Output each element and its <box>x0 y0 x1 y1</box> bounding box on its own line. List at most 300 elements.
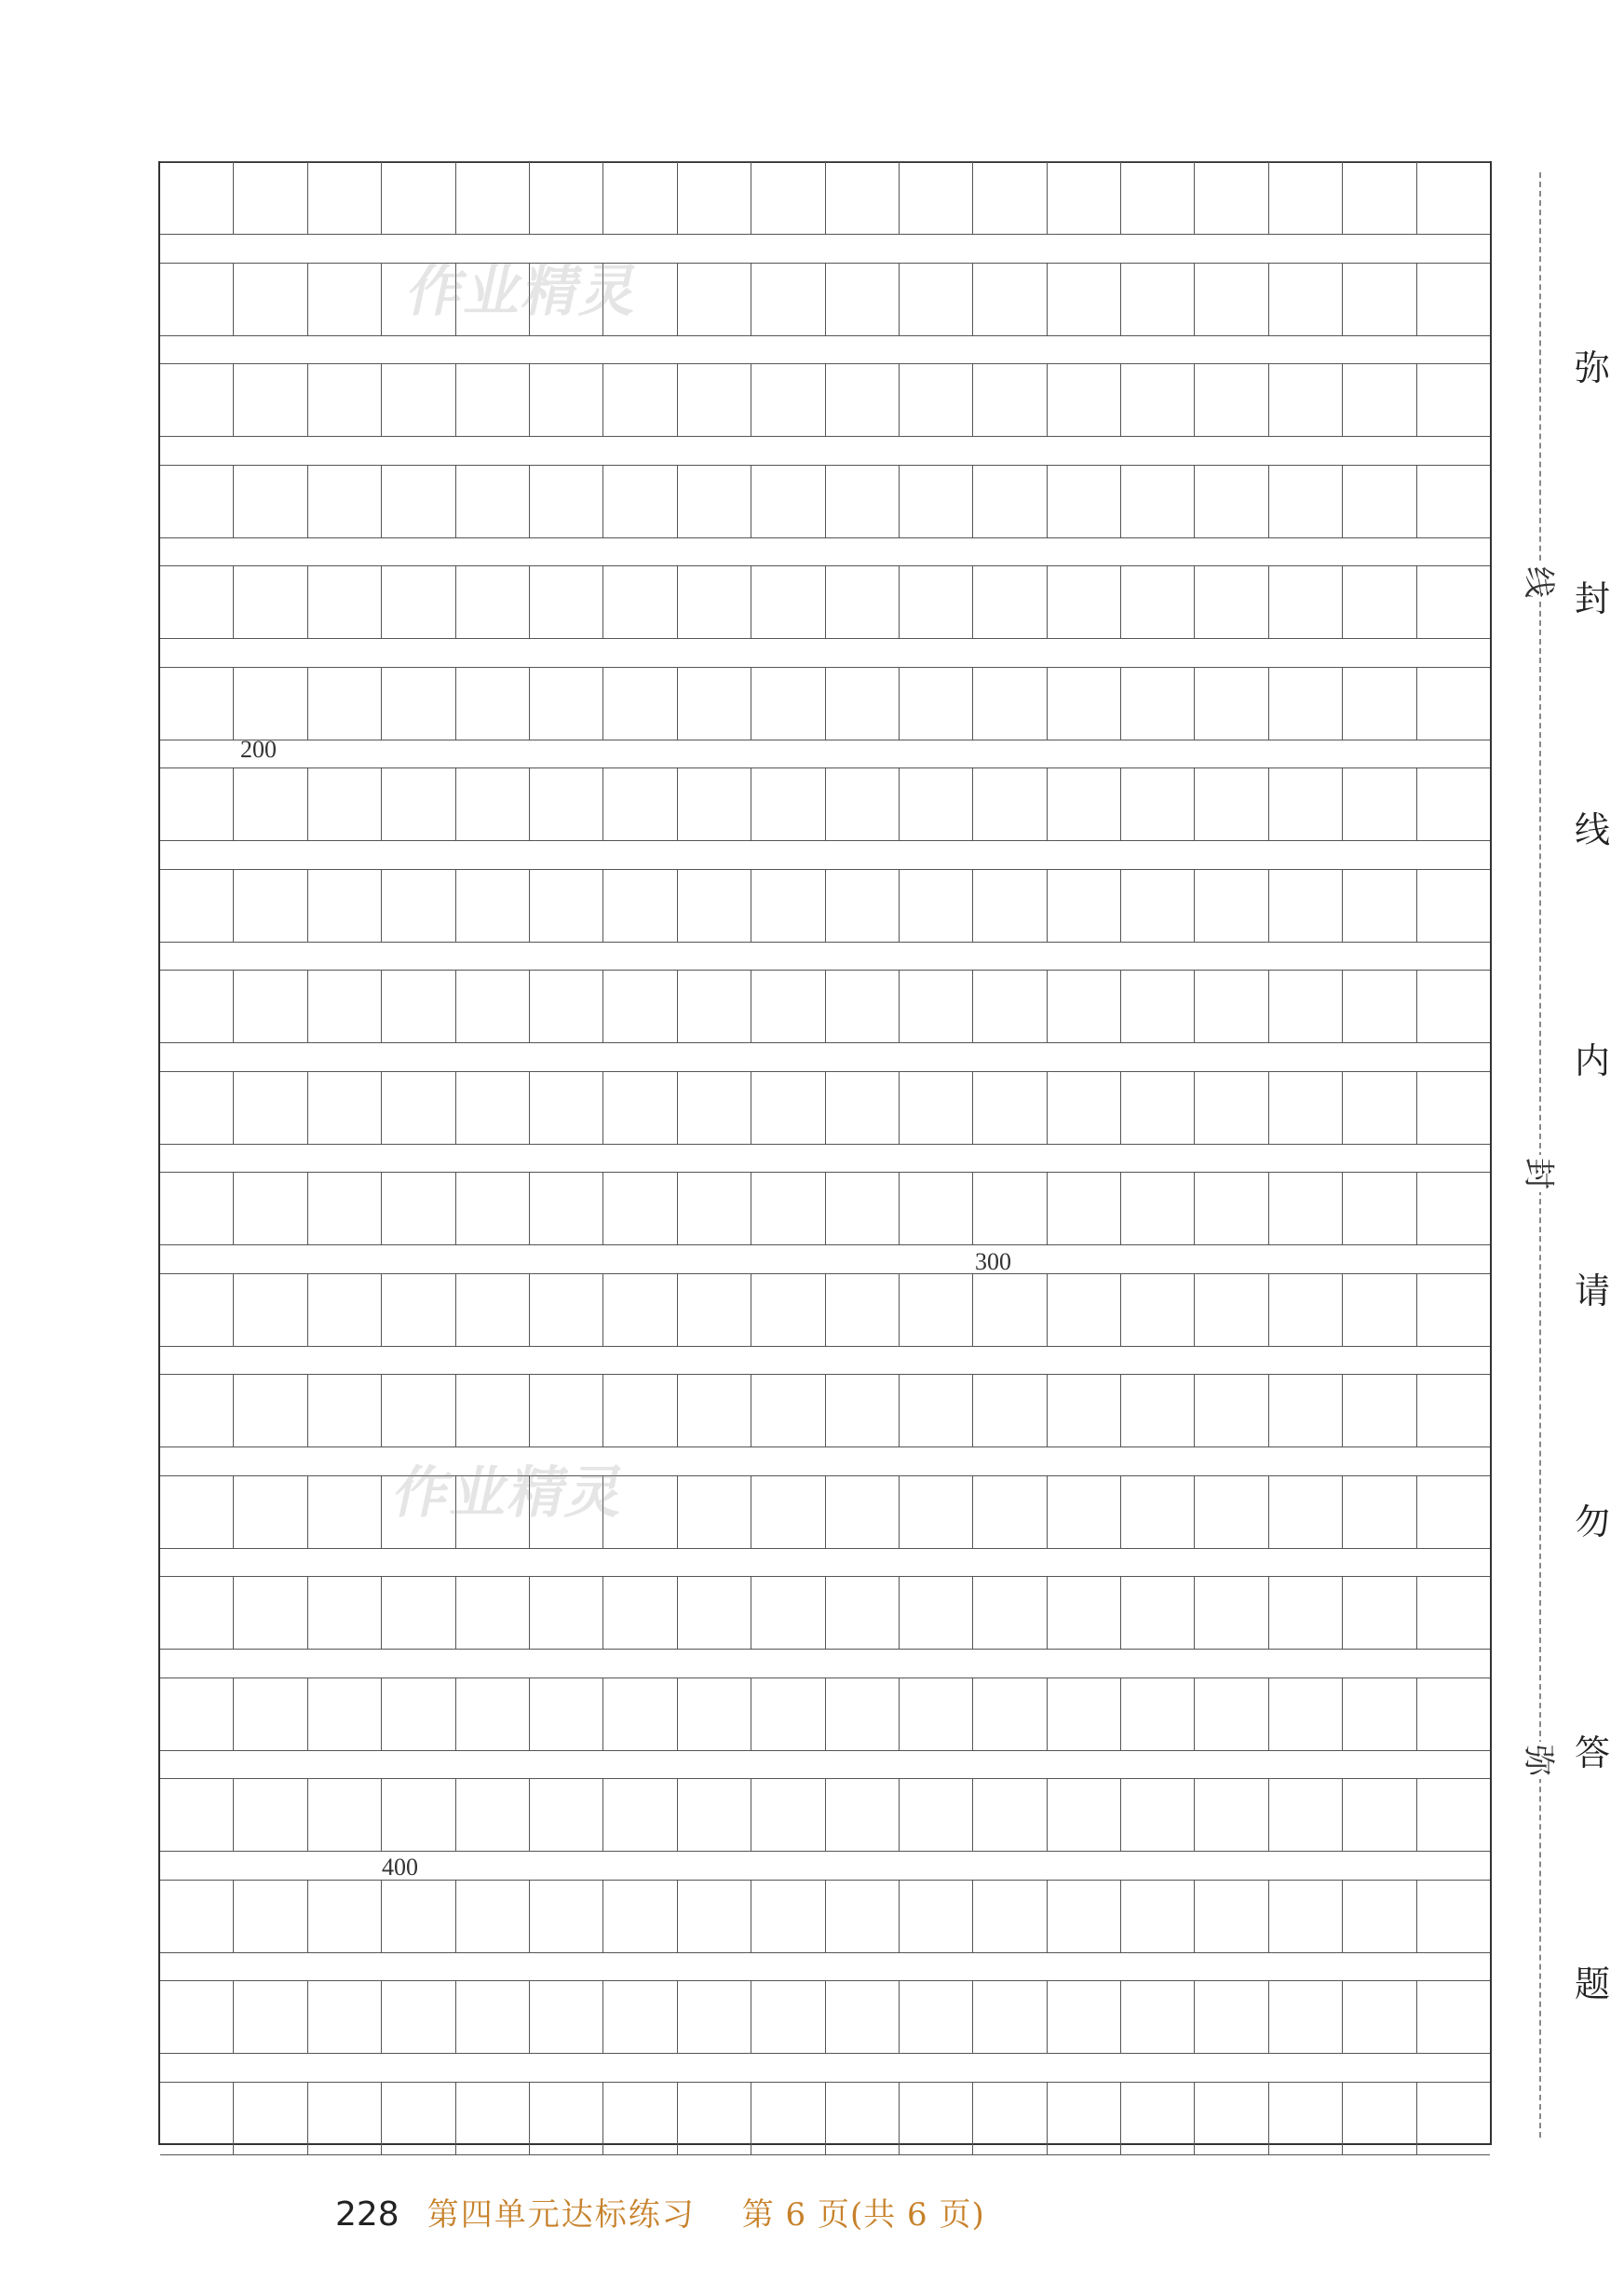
grid-cell[interactable] <box>234 870 307 942</box>
grid-cell[interactable] <box>678 162 751 234</box>
grid-cell[interactable] <box>160 870 234 942</box>
grid-cell[interactable] <box>382 668 455 740</box>
grid-cell[interactable] <box>160 364 234 436</box>
grid-cell[interactable] <box>900 1476 973 1548</box>
grid-cell[interactable] <box>382 870 455 942</box>
grid-cell[interactable] <box>382 1881 455 1952</box>
grid-cell[interactable] <box>160 2083 234 2154</box>
grid-cell[interactable] <box>826 1981 900 2053</box>
grid-cell[interactable] <box>1048 1173 1121 1244</box>
grid-cell[interactable] <box>1417 1274 1490 1346</box>
grid-cell[interactable] <box>234 1173 307 1244</box>
grid-cell[interactable] <box>973 971 1047 1042</box>
grid-cell[interactable] <box>1417 1375 1490 1447</box>
grid-cell[interactable] <box>456 1375 530 1447</box>
grid-cell[interactable] <box>1417 1779 1490 1851</box>
grid-cell[interactable] <box>751 1375 825 1447</box>
grid-cell[interactable] <box>1121 1577 1195 1649</box>
grid-cell[interactable] <box>826 566 900 638</box>
grid-cell[interactable] <box>308 1274 382 1346</box>
grid-cell[interactable] <box>603 566 677 638</box>
grid-cell[interactable] <box>678 1881 751 1952</box>
grid-cell[interactable] <box>160 1274 234 1346</box>
grid-cell[interactable] <box>678 1981 751 2053</box>
grid-cell[interactable] <box>603 1779 677 1851</box>
grid-cell[interactable] <box>234 2083 307 2154</box>
grid-cell[interactable] <box>973 1375 1047 1447</box>
grid-cell[interactable] <box>751 1072 825 1144</box>
grid-cell[interactable] <box>1417 870 1490 942</box>
grid-cell[interactable] <box>751 668 825 740</box>
grid-cell[interactable] <box>678 1779 751 1851</box>
grid-cell[interactable] <box>308 870 382 942</box>
grid-cell[interactable] <box>1121 1981 1195 2053</box>
grid-cell[interactable] <box>751 1881 825 1952</box>
grid-cell[interactable] <box>1343 768 1416 840</box>
grid-cell[interactable] <box>900 768 973 840</box>
grid-cell[interactable] <box>160 1476 234 1548</box>
grid-cell[interactable] <box>973 2083 1047 2154</box>
grid-cell[interactable] <box>1048 668 1121 740</box>
grid-cell[interactable] <box>751 1981 825 2053</box>
grid-cell[interactable] <box>234 264 307 335</box>
grid-cell[interactable] <box>1121 1173 1195 1244</box>
grid-cell[interactable] <box>603 162 677 234</box>
grid-cell[interactable] <box>900 971 973 1042</box>
grid-cell[interactable] <box>1269 1678 1343 1750</box>
grid-cell[interactable] <box>1343 162 1416 234</box>
grid-cell[interactable] <box>751 1173 825 1244</box>
grid-cell[interactable] <box>826 1173 900 1244</box>
grid-cell[interactable] <box>1048 1678 1121 1750</box>
grid-cell[interactable] <box>234 162 307 234</box>
grid-cell[interactable] <box>382 1577 455 1649</box>
grid-cell[interactable] <box>1343 971 1416 1042</box>
grid-cell[interactable] <box>160 1577 234 1649</box>
grid-cell[interactable] <box>382 1678 455 1750</box>
grid-cell[interactable] <box>826 364 900 436</box>
grid-cell[interactable] <box>1048 2083 1121 2154</box>
grid-cell[interactable] <box>160 566 234 638</box>
grid-cell[interactable] <box>308 1981 382 2053</box>
grid-cell[interactable] <box>900 1981 973 2053</box>
grid-cell[interactable] <box>973 1779 1047 1851</box>
grid-cell[interactable] <box>1417 264 1490 335</box>
grid-cell[interactable] <box>1343 1577 1416 1649</box>
grid-cell[interactable] <box>1048 1274 1121 1346</box>
grid-cell[interactable] <box>900 466 973 537</box>
grid-cell[interactable] <box>456 870 530 942</box>
grid-cell[interactable] <box>308 1678 382 1750</box>
grid-cell[interactable] <box>530 870 603 942</box>
grid-cell[interactable] <box>456 1881 530 1952</box>
grid-cell[interactable] <box>382 1981 455 2053</box>
grid-cell[interactable] <box>382 971 455 1042</box>
grid-cell[interactable] <box>456 1072 530 1144</box>
grid-cell[interactable] <box>160 768 234 840</box>
grid-cell[interactable] <box>456 162 530 234</box>
grid-cell[interactable] <box>1269 1981 1343 2053</box>
grid-cell[interactable] <box>1048 768 1121 840</box>
grid-cell[interactable] <box>900 2083 973 2154</box>
grid-cell[interactable] <box>530 364 603 436</box>
grid-cell[interactable] <box>1417 1881 1490 1952</box>
grid-cell[interactable] <box>900 1779 973 1851</box>
grid-cell[interactable] <box>826 668 900 740</box>
grid-cell[interactable] <box>1343 1072 1416 1144</box>
grid-cell[interactable] <box>678 364 751 436</box>
grid-cell[interactable] <box>603 364 677 436</box>
grid-cell[interactable] <box>678 264 751 335</box>
grid-cell[interactable] <box>678 1274 751 1346</box>
grid-cell[interactable] <box>530 1274 603 1346</box>
grid-cell[interactable] <box>1269 668 1343 740</box>
grid-cell[interactable] <box>160 1072 234 1144</box>
grid-cell[interactable] <box>973 1981 1047 2053</box>
grid-cell[interactable] <box>1417 1476 1490 1548</box>
grid-cell[interactable] <box>826 1375 900 1447</box>
grid-cell[interactable] <box>308 1476 382 1548</box>
grid-cell[interactable] <box>1417 1678 1490 1750</box>
grid-cell[interactable] <box>308 1173 382 1244</box>
grid-cell[interactable] <box>973 870 1047 942</box>
grid-cell[interactable] <box>1195 971 1268 1042</box>
grid-cell[interactable] <box>603 971 677 1042</box>
grid-cell[interactable] <box>603 1173 677 1244</box>
grid-cell[interactable] <box>456 2083 530 2154</box>
grid-cell[interactable] <box>530 1577 603 1649</box>
grid-cell[interactable] <box>751 364 825 436</box>
grid-cell[interactable] <box>308 1779 382 1851</box>
grid-cell[interactable] <box>1121 1072 1195 1144</box>
grid-cell[interactable] <box>751 566 825 638</box>
grid-cell[interactable] <box>234 1678 307 1750</box>
grid-cell[interactable] <box>1121 1678 1195 1750</box>
grid-cell[interactable] <box>160 264 234 335</box>
grid-cell[interactable] <box>678 566 751 638</box>
grid-cell[interactable] <box>751 768 825 840</box>
grid-cell[interactable] <box>530 566 603 638</box>
grid-cell[interactable] <box>973 1577 1047 1649</box>
grid-cell[interactable] <box>1269 466 1343 537</box>
grid-cell[interactable] <box>160 1779 234 1851</box>
grid-cell[interactable] <box>1121 1779 1195 1851</box>
grid-cell[interactable] <box>973 768 1047 840</box>
grid-cell[interactable] <box>1048 1072 1121 1144</box>
grid-cell[interactable] <box>1269 1476 1343 1548</box>
grid-cell[interactable] <box>456 1678 530 1750</box>
grid-cell[interactable] <box>456 1577 530 1649</box>
grid-cell[interactable] <box>308 466 382 537</box>
grid-cell[interactable] <box>973 1678 1047 1750</box>
grid-cell[interactable] <box>308 2083 382 2154</box>
grid-cell[interactable] <box>1417 971 1490 1042</box>
grid-cell[interactable] <box>603 2083 677 2154</box>
grid-cell[interactable] <box>973 668 1047 740</box>
grid-cell[interactable] <box>1195 1274 1268 1346</box>
grid-cell[interactable] <box>308 1881 382 1952</box>
grid-cell[interactable] <box>1269 768 1343 840</box>
grid-cell[interactable] <box>234 768 307 840</box>
grid-cell[interactable] <box>900 1274 973 1346</box>
grid-cell[interactable] <box>973 1476 1047 1548</box>
grid-cell[interactable] <box>382 162 455 234</box>
grid-cell[interactable] <box>826 1274 900 1346</box>
grid-cell[interactable] <box>751 1779 825 1851</box>
grid-cell[interactable] <box>1048 364 1121 436</box>
grid-cell[interactable] <box>308 1577 382 1649</box>
grid-cell[interactable] <box>456 1779 530 1851</box>
grid-cell[interactable] <box>1417 566 1490 638</box>
grid-cell[interactable] <box>1195 1981 1268 2053</box>
grid-cell[interactable] <box>1343 264 1416 335</box>
grid-cell[interactable] <box>308 768 382 840</box>
grid-cell[interactable] <box>973 1881 1047 1952</box>
grid-cell[interactable] <box>751 466 825 537</box>
grid-cell[interactable] <box>382 1173 455 1244</box>
grid-cell[interactable] <box>603 870 677 942</box>
grid-cell[interactable] <box>160 668 234 740</box>
grid-cell[interactable] <box>1343 2083 1416 2154</box>
grid-cell[interactable] <box>1417 1072 1490 1144</box>
grid-cell[interactable] <box>308 971 382 1042</box>
grid-cell[interactable] <box>1269 566 1343 638</box>
grid-cell[interactable] <box>1269 1779 1343 1851</box>
grid-cell[interactable] <box>973 264 1047 335</box>
grid-cell[interactable] <box>234 1577 307 1649</box>
grid-cell[interactable] <box>234 1274 307 1346</box>
grid-cell[interactable] <box>456 566 530 638</box>
grid-cell[interactable] <box>530 162 603 234</box>
grid-cell[interactable] <box>1417 466 1490 537</box>
grid-cell[interactable] <box>826 466 900 537</box>
grid-cell[interactable] <box>1343 1173 1416 1244</box>
grid-cell[interactable] <box>1343 466 1416 537</box>
grid-cell[interactable] <box>1269 264 1343 335</box>
grid-cell[interactable] <box>1269 870 1343 942</box>
grid-cell[interactable] <box>382 1274 455 1346</box>
grid-cell[interactable] <box>1121 364 1195 436</box>
grid-cell[interactable] <box>678 971 751 1042</box>
grid-cell[interactable] <box>1195 1577 1268 1649</box>
grid-cell[interactable] <box>826 768 900 840</box>
grid-cell[interactable] <box>234 364 307 436</box>
grid-cell[interactable] <box>1343 1274 1416 1346</box>
grid-cell[interactable] <box>456 364 530 436</box>
grid-cell[interactable] <box>308 162 382 234</box>
grid-cell[interactable] <box>1121 162 1195 234</box>
grid-cell[interactable] <box>900 1375 973 1447</box>
grid-cell[interactable] <box>900 668 973 740</box>
grid-cell[interactable] <box>826 1779 900 1851</box>
grid-cell[interactable] <box>530 1173 603 1244</box>
grid-cell[interactable] <box>456 768 530 840</box>
grid-cell[interactable] <box>603 1678 677 1750</box>
grid-cell[interactable] <box>1343 1881 1416 1952</box>
grid-cell[interactable] <box>530 1375 603 1447</box>
grid-cell[interactable] <box>1121 264 1195 335</box>
grid-cell[interactable] <box>1417 364 1490 436</box>
grid-cell[interactable] <box>382 1072 455 1144</box>
grid-cell[interactable] <box>308 1375 382 1447</box>
grid-cell[interactable] <box>1195 768 1268 840</box>
grid-cell[interactable] <box>308 668 382 740</box>
grid-cell[interactable] <box>678 668 751 740</box>
grid-cell[interactable] <box>1195 1173 1268 1244</box>
grid-cell[interactable] <box>382 1779 455 1851</box>
grid-cell[interactable] <box>382 364 455 436</box>
grid-cell[interactable] <box>826 1678 900 1750</box>
grid-cell[interactable] <box>382 2083 455 2154</box>
grid-cell[interactable] <box>1417 668 1490 740</box>
grid-cell[interactable] <box>678 1678 751 1750</box>
grid-cell[interactable] <box>1121 870 1195 942</box>
grid-cell[interactable] <box>1195 2083 1268 2154</box>
grid-cell[interactable] <box>1048 1476 1121 1548</box>
grid-cell[interactable] <box>1048 1375 1121 1447</box>
grid-cell[interactable] <box>678 870 751 942</box>
grid-cell[interactable] <box>530 971 603 1042</box>
grid-cell[interactable] <box>603 1577 677 1649</box>
grid-cell[interactable] <box>382 466 455 537</box>
grid-cell[interactable] <box>751 1274 825 1346</box>
grid-cell[interactable] <box>900 566 973 638</box>
grid-cell[interactable] <box>456 668 530 740</box>
grid-cell[interactable] <box>1048 1981 1121 2053</box>
grid-cell[interactable] <box>751 1678 825 1750</box>
grid-cell[interactable] <box>603 1375 677 1447</box>
grid-cell[interactable] <box>973 1072 1047 1144</box>
grid-cell[interactable] <box>160 466 234 537</box>
grid-cell[interactable] <box>1048 1577 1121 1649</box>
grid-cell[interactable] <box>1269 1274 1343 1346</box>
grid-cell[interactable] <box>1269 162 1343 234</box>
grid-cell[interactable] <box>456 971 530 1042</box>
grid-cell[interactable] <box>1195 1375 1268 1447</box>
grid-cell[interactable] <box>382 566 455 638</box>
grid-cell[interactable] <box>1195 1779 1268 1851</box>
grid-cell[interactable] <box>1195 466 1268 537</box>
grid-cell[interactable] <box>603 466 677 537</box>
grid-cell[interactable] <box>1048 971 1121 1042</box>
grid-cell[interactable] <box>900 1577 973 1649</box>
grid-cell[interactable] <box>456 466 530 537</box>
grid-cell[interactable] <box>603 1274 677 1346</box>
grid-cell[interactable] <box>1417 2083 1490 2154</box>
grid-cell[interactable] <box>530 1981 603 2053</box>
grid-cell[interactable] <box>678 466 751 537</box>
grid-cell[interactable] <box>1048 1881 1121 1952</box>
grid-cell[interactable] <box>1195 1678 1268 1750</box>
grid-cell[interactable] <box>530 768 603 840</box>
grid-cell[interactable] <box>234 668 307 740</box>
grid-cell[interactable] <box>826 264 900 335</box>
grid-cell[interactable] <box>1269 2083 1343 2154</box>
grid-cell[interactable] <box>751 1577 825 1649</box>
grid-cell[interactable] <box>678 768 751 840</box>
grid-cell[interactable] <box>603 1072 677 1144</box>
grid-cell[interactable] <box>678 1577 751 1649</box>
grid-cell[interactable] <box>1269 971 1343 1042</box>
grid-cell[interactable] <box>308 566 382 638</box>
grid-cell[interactable] <box>1195 162 1268 234</box>
grid-cell[interactable] <box>678 1173 751 1244</box>
grid-cell[interactable] <box>1417 1981 1490 2053</box>
grid-cell[interactable] <box>1121 1375 1195 1447</box>
grid-cell[interactable] <box>973 466 1047 537</box>
grid-cell[interactable] <box>603 668 677 740</box>
grid-cell[interactable] <box>1195 1072 1268 1144</box>
grid-cell[interactable] <box>308 1072 382 1144</box>
grid-cell[interactable] <box>900 1881 973 1952</box>
grid-cell[interactable] <box>973 364 1047 436</box>
grid-cell[interactable] <box>973 1274 1047 1346</box>
grid-cell[interactable] <box>1121 668 1195 740</box>
grid-cell[interactable] <box>900 870 973 942</box>
grid-cell[interactable] <box>234 566 307 638</box>
grid-cell[interactable] <box>530 2083 603 2154</box>
grid-cell[interactable] <box>308 364 382 436</box>
grid-cell[interactable] <box>1195 1476 1268 1548</box>
grid-cell[interactable] <box>751 162 825 234</box>
grid-cell[interactable] <box>1269 1375 1343 1447</box>
grid-cell[interactable] <box>678 2083 751 2154</box>
grid-cell[interactable] <box>603 1881 677 1952</box>
grid-cell[interactable] <box>456 1981 530 2053</box>
grid-cell[interactable] <box>1269 1881 1343 1952</box>
grid-cell[interactable] <box>530 466 603 537</box>
grid-cell[interactable] <box>1343 566 1416 638</box>
grid-cell[interactable] <box>1048 162 1121 234</box>
grid-cell[interactable] <box>678 1476 751 1548</box>
grid-cell[interactable] <box>456 1173 530 1244</box>
grid-cell[interactable] <box>1048 566 1121 638</box>
grid-cell[interactable] <box>826 1881 900 1952</box>
grid-cell[interactable] <box>1195 264 1268 335</box>
grid-cell[interactable] <box>1269 1577 1343 1649</box>
grid-cell[interactable] <box>1343 870 1416 942</box>
grid-cell[interactable] <box>382 768 455 840</box>
grid-cell[interactable] <box>1343 1476 1416 1548</box>
grid-cell[interactable] <box>1269 1173 1343 1244</box>
grid-cell[interactable] <box>160 971 234 1042</box>
grid-cell[interactable] <box>1048 264 1121 335</box>
grid-cell[interactable] <box>1195 668 1268 740</box>
grid-cell[interactable] <box>1048 870 1121 942</box>
grid-cell[interactable] <box>160 1881 234 1952</box>
grid-cell[interactable] <box>530 1881 603 1952</box>
grid-cell[interactable] <box>751 971 825 1042</box>
grid-cell[interactable] <box>234 1476 307 1548</box>
grid-cell[interactable] <box>1417 1173 1490 1244</box>
grid-cell[interactable] <box>973 1173 1047 1244</box>
grid-cell[interactable] <box>900 1678 973 1750</box>
grid-cell[interactable] <box>1195 870 1268 942</box>
grid-cell[interactable] <box>234 1072 307 1144</box>
grid-cell[interactable] <box>530 1678 603 1750</box>
grid-cell[interactable] <box>751 2083 825 2154</box>
grid-cell[interactable] <box>1343 1678 1416 1750</box>
grid-cell[interactable] <box>900 364 973 436</box>
grid-cell[interactable] <box>1121 768 1195 840</box>
grid-cell[interactable] <box>973 566 1047 638</box>
grid-cell[interactable] <box>826 1577 900 1649</box>
grid-cell[interactable] <box>308 264 382 335</box>
grid-cell[interactable] <box>678 1375 751 1447</box>
grid-cell[interactable] <box>826 162 900 234</box>
grid-cell[interactable] <box>456 1274 530 1346</box>
grid-cell[interactable] <box>1048 466 1121 537</box>
